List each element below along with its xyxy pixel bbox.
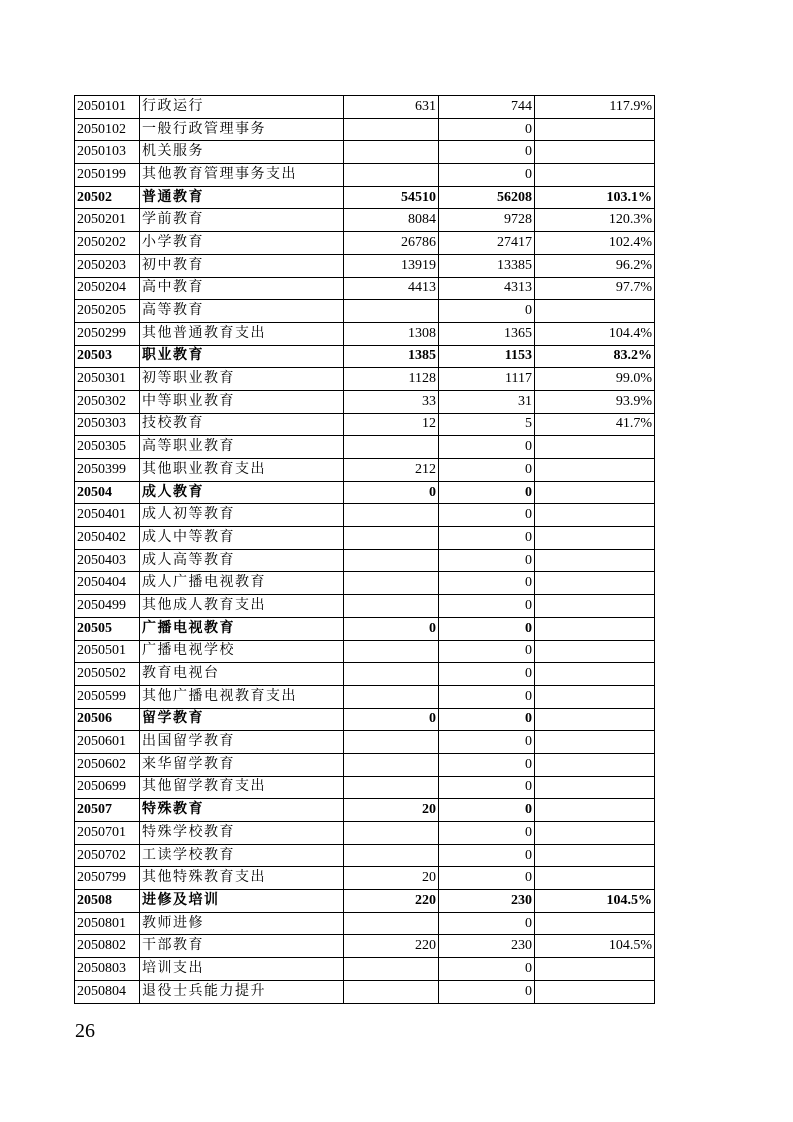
category-row [75,186,655,209]
row-name: 其他教育管理事务支出 [140,164,344,187]
row-name: 一般行政管理事务 [140,118,344,141]
row-code: 2050302 [75,390,140,413]
row-value-b: 0 [439,481,535,504]
table-row [75,844,655,867]
row-value-b: 0 [439,980,535,1003]
table-row [75,731,655,754]
row-value-b: 0 [439,164,535,187]
row-name: 普通教育 [140,186,344,209]
row-value-b: 0 [439,141,535,164]
row-code: 2050205 [75,300,140,323]
row-name: 其他成人教育支出 [140,595,344,618]
table-row [75,436,655,459]
row-percentage [535,527,655,550]
row-name: 其他职业教育支出 [140,459,344,482]
row-code: 2050303 [75,413,140,436]
row-value-b: 0 [439,549,535,572]
category-row [75,890,655,913]
row-value-a [344,595,439,618]
row-name: 初等职业教育 [140,368,344,391]
row-value-b: 0 [439,776,535,799]
row-value-b: 4313 [439,277,535,300]
row-value-a [344,640,439,663]
table-row [75,300,655,323]
row-code: 20508 [75,890,140,913]
row-value-a [344,663,439,686]
row-percentage: 103.1% [535,186,655,209]
category-row [75,481,655,504]
row-name: 培训支出 [140,958,344,981]
table-row [75,96,655,119]
row-value-b: 0 [439,867,535,890]
row-percentage [535,504,655,527]
row-name: 特殊教育 [140,799,344,822]
row-percentage [535,867,655,890]
row-value-a [344,118,439,141]
row-percentage [535,844,655,867]
page-number: 26 [75,1020,95,1042]
row-value-a [344,980,439,1003]
row-value-a [344,731,439,754]
row-value-a [344,753,439,776]
row-name: 高等教育 [140,300,344,323]
row-value-a [344,822,439,845]
row-code: 2050702 [75,844,140,867]
table-row [75,504,655,527]
row-value-b: 0 [439,799,535,822]
table-row [75,776,655,799]
row-value-a [344,776,439,799]
row-name: 成人教育 [140,481,344,504]
table-row [75,118,655,141]
row-value-b: 0 [439,595,535,618]
row-value-b: 9728 [439,209,535,232]
row-name: 其他特殊教育支出 [140,867,344,890]
table-row [75,527,655,550]
row-name: 留学教育 [140,708,344,731]
row-value-b: 0 [439,685,535,708]
row-code: 20503 [75,345,140,368]
row-code: 2050204 [75,277,140,300]
category-row [75,617,655,640]
row-value-b: 0 [439,504,535,527]
row-code: 20506 [75,708,140,731]
row-code: 2050102 [75,118,140,141]
row-value-a: 12 [344,413,439,436]
table-row [75,549,655,572]
row-value-a: 20 [344,799,439,822]
row-value-a: 33 [344,390,439,413]
row-percentage: 93.9% [535,390,655,413]
category-row [75,708,655,731]
row-value-a: 54510 [344,186,439,209]
row-code: 2050301 [75,368,140,391]
table-row [75,413,655,436]
row-code: 2050401 [75,504,140,527]
row-value-b: 0 [439,844,535,867]
row-value-b: 0 [439,753,535,776]
row-code: 2050203 [75,254,140,277]
row-code: 2050602 [75,753,140,776]
row-percentage [535,799,655,822]
row-name: 进修及培训 [140,890,344,913]
row-name: 技校教育 [140,413,344,436]
row-name: 成人高等教育 [140,549,344,572]
row-code: 2050404 [75,572,140,595]
row-value-b: 0 [439,640,535,663]
row-code: 2050501 [75,640,140,663]
row-code: 2050403 [75,549,140,572]
row-value-a: 1385 [344,345,439,368]
row-value-a: 220 [344,890,439,913]
row-percentage [535,572,655,595]
row-percentage [535,481,655,504]
table-body [75,96,655,1004]
row-code: 20504 [75,481,140,504]
row-value-a [344,504,439,527]
row-name: 机关服务 [140,141,344,164]
row-name: 广播电视教育 [140,617,344,640]
row-percentage [535,731,655,754]
row-value-b: 0 [439,822,535,845]
row-value-b: 0 [439,527,535,550]
row-value-b: 31 [439,390,535,413]
table-row [75,277,655,300]
row-value-a [344,844,439,867]
row-name: 干部教育 [140,935,344,958]
table-row [75,935,655,958]
row-name: 小学教育 [140,232,344,255]
row-percentage [535,663,655,686]
table-row [75,822,655,845]
row-value-a [344,549,439,572]
row-name: 初中教育 [140,254,344,277]
table-row [75,322,655,345]
row-percentage: 41.7% [535,413,655,436]
row-code: 2050802 [75,935,140,958]
row-code: 2050701 [75,822,140,845]
row-value-a [344,527,439,550]
table-row [75,663,655,686]
row-code: 2050601 [75,731,140,754]
table-row [75,141,655,164]
row-percentage [535,685,655,708]
row-value-a: 212 [344,459,439,482]
row-value-b: 0 [439,300,535,323]
row-percentage [535,141,655,164]
row-percentage: 102.4% [535,232,655,255]
row-name: 广播电视学校 [140,640,344,663]
row-name: 特殊学校教育 [140,822,344,845]
row-value-b: 56208 [439,186,535,209]
row-percentage [535,980,655,1003]
row-percentage: 83.2% [535,345,655,368]
row-code: 2050305 [75,436,140,459]
table-row [75,595,655,618]
row-name: 教育电视台 [140,663,344,686]
row-value-a: 220 [344,935,439,958]
row-value-a: 1308 [344,322,439,345]
row-value-a: 0 [344,617,439,640]
row-name: 中等职业教育 [140,390,344,413]
row-percentage [535,595,655,618]
table-row [75,640,655,663]
row-value-b: 744 [439,96,535,119]
row-value-a: 20 [344,867,439,890]
row-percentage [535,640,655,663]
row-percentage: 104.5% [535,935,655,958]
table-row [75,572,655,595]
category-row [75,799,655,822]
row-percentage [535,164,655,187]
row-name: 高中教育 [140,277,344,300]
row-name: 退役士兵能力提升 [140,980,344,1003]
row-name: 教师进修 [140,912,344,935]
row-percentage [535,459,655,482]
row-percentage [535,118,655,141]
row-percentage: 96.2% [535,254,655,277]
row-code: 20502 [75,186,140,209]
row-percentage [535,617,655,640]
row-code: 2050201 [75,209,140,232]
row-code: 2050399 [75,459,140,482]
row-percentage: 120.3% [535,209,655,232]
row-code: 20505 [75,617,140,640]
row-percentage [535,753,655,776]
row-value-b: 230 [439,890,535,913]
row-code: 2050199 [75,164,140,187]
row-name: 出国留学教育 [140,731,344,754]
row-value-a: 0 [344,481,439,504]
row-value-a [344,164,439,187]
row-name: 其他广播电视教育支出 [140,685,344,708]
row-name: 行政运行 [140,96,344,119]
row-value-a [344,572,439,595]
table-row [75,232,655,255]
row-percentage [535,822,655,845]
row-code: 2050799 [75,867,140,890]
row-value-a: 0 [344,708,439,731]
row-value-b: 0 [439,436,535,459]
row-value-a: 4413 [344,277,439,300]
row-value-b: 0 [439,617,535,640]
row-percentage [535,549,655,572]
row-value-a: 26786 [344,232,439,255]
table-row [75,254,655,277]
row-name: 成人广播电视教育 [140,572,344,595]
row-percentage: 97.7% [535,277,655,300]
row-percentage [535,436,655,459]
row-value-a [344,912,439,935]
row-name: 学前教育 [140,209,344,232]
row-code: 2050803 [75,958,140,981]
row-value-b: 1117 [439,368,535,391]
table-row [75,958,655,981]
row-value-a [344,141,439,164]
row-percentage: 104.5% [535,890,655,913]
row-percentage [535,300,655,323]
category-row [75,345,655,368]
row-percentage [535,958,655,981]
row-percentage: 104.4% [535,322,655,345]
row-percentage: 99.0% [535,368,655,391]
row-value-b: 27417 [439,232,535,255]
row-percentage [535,912,655,935]
row-value-b: 0 [439,459,535,482]
row-code: 2050801 [75,912,140,935]
row-name: 来华留学教育 [140,753,344,776]
row-value-b: 1365 [439,322,535,345]
row-code: 2050599 [75,685,140,708]
row-value-b: 0 [439,663,535,686]
row-code: 2050202 [75,232,140,255]
row-code: 2050502 [75,663,140,686]
row-value-a: 8084 [344,209,439,232]
row-value-a [344,958,439,981]
row-value-a [344,436,439,459]
row-percentage [535,776,655,799]
table-row [75,685,655,708]
row-name: 其他普通教育支出 [140,322,344,345]
row-value-a [344,300,439,323]
row-code: 2050804 [75,980,140,1003]
row-name: 其他留学教育支出 [140,776,344,799]
row-value-b: 1153 [439,345,535,368]
row-code: 2050101 [75,96,140,119]
row-value-a: 631 [344,96,439,119]
row-code: 2050299 [75,322,140,345]
table-row [75,209,655,232]
budget-table [74,95,655,1004]
row-code: 2050402 [75,527,140,550]
row-value-b: 0 [439,572,535,595]
table-row [75,459,655,482]
table-row [75,867,655,890]
table-row [75,390,655,413]
table-row [75,164,655,187]
row-value-a [344,685,439,708]
row-name: 职业教育 [140,345,344,368]
row-code: 2050699 [75,776,140,799]
row-value-a: 13919 [344,254,439,277]
row-name: 工读学校教育 [140,844,344,867]
table-row [75,912,655,935]
row-name: 高等职业教育 [140,436,344,459]
row-value-b: 0 [439,912,535,935]
row-name: 成人初等教育 [140,504,344,527]
row-value-b: 230 [439,935,535,958]
table-row [75,980,655,1003]
row-value-b: 5 [439,413,535,436]
row-percentage: 117.9% [535,96,655,119]
row-value-b: 0 [439,958,535,981]
row-value-b: 13385 [439,254,535,277]
row-value-b: 0 [439,731,535,754]
table-row [75,753,655,776]
row-name: 成人中等教育 [140,527,344,550]
row-code: 2050499 [75,595,140,618]
row-value-b: 0 [439,118,535,141]
table-row [75,368,655,391]
row-value-b: 0 [439,708,535,731]
row-code: 20507 [75,799,140,822]
row-percentage [535,708,655,731]
row-value-a: 1128 [344,368,439,391]
row-code: 2050103 [75,141,140,164]
